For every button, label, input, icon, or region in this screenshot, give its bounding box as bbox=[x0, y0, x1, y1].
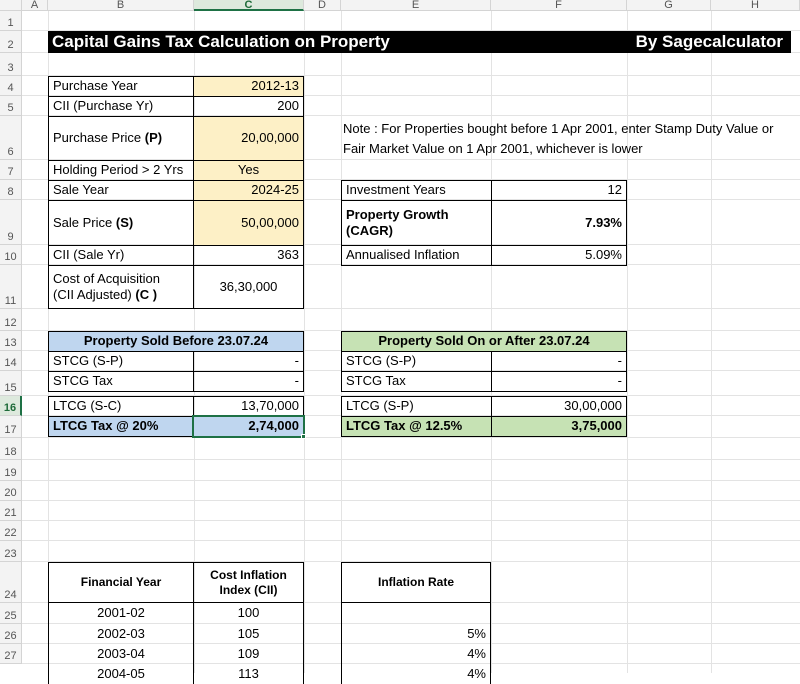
row-header-12[interactable]: 12 bbox=[0, 309, 22, 331]
fill-handle[interactable] bbox=[301, 434, 306, 439]
purchase-year-label[interactable]: Purchase Year bbox=[48, 76, 194, 97]
row-header-21[interactable]: 21 bbox=[0, 501, 22, 521]
row-header-22[interactable]: 22 bbox=[0, 521, 22, 541]
row-header-9[interactable]: 9 bbox=[0, 200, 22, 245]
active-cell-selection[interactable] bbox=[192, 415, 305, 438]
before-ltcg-cell[interactable]: 13,70,000 bbox=[193, 396, 304, 417]
row-header-10[interactable]: 10 bbox=[0, 245, 22, 265]
title-banner[interactable] bbox=[48, 31, 791, 53]
holding-period-label[interactable]: Holding Period > 2 Yrs bbox=[48, 160, 194, 181]
sale-price-label-text: Sale Price bbox=[53, 214, 116, 230]
row-header-19[interactable]: 19 bbox=[0, 460, 22, 481]
cii-inflation-rate-cell[interactable]: 5% bbox=[341, 624, 491, 644]
property-growth-cell[interactable]: 7.93% bbox=[491, 200, 627, 246]
select-all-corner[interactable] bbox=[0, 0, 22, 11]
cii-inflation-rate-cell[interactable] bbox=[341, 603, 491, 624]
before-ltcg-tax-cell[interactable]: 2,74,000 bbox=[193, 416, 304, 437]
before-header[interactable]: Property Sold Before 23.07.24 bbox=[48, 331, 304, 352]
cost-of-acquisition-cell[interactable]: 36,30,000 bbox=[193, 265, 304, 309]
note-text[interactable]: Note : For Properties bought before 1 Apr 2001, enter Stamp Duty Value or Fair Market Value on 1 Apr 2001, whichever is lower bbox=[343, 121, 774, 156]
cii-financial-year-cell[interactable]: 2001-02 bbox=[48, 603, 194, 624]
investment-years-cell[interactable]: 12 bbox=[491, 180, 627, 201]
cii-purchase-cell[interactable]: 200 bbox=[193, 96, 304, 117]
cii-inflation-rate-cell[interactable]: 4% bbox=[341, 644, 491, 664]
investment-years-label[interactable]: Investment Years bbox=[341, 180, 492, 201]
row-header-1[interactable]: 1 bbox=[0, 11, 22, 31]
annualised-inflation-cell[interactable]: 5.09% bbox=[491, 245, 627, 266]
sheet-title: Capital Gains Tax Calculation on Property bbox=[52, 32, 390, 51]
purchase-year-cell[interactable]: 2012-13 bbox=[193, 76, 304, 97]
cii-financial-year-cell[interactable]: 2004-05 bbox=[48, 664, 194, 684]
column-header-d[interactable]: D bbox=[304, 0, 341, 11]
row-header-4[interactable]: 4 bbox=[0, 76, 22, 96]
row-header-7[interactable]: 7 bbox=[0, 160, 22, 180]
column-header-c[interactable]: C bbox=[194, 0, 304, 11]
after-ltcg-tax-cell[interactable]: 3,75,000 bbox=[491, 416, 627, 437]
cii-purchase-label[interactable]: CII (Purchase Yr) bbox=[48, 96, 194, 117]
row-header-25[interactable]: 25 bbox=[0, 603, 22, 624]
before-stcg-tax-cell[interactable]: - bbox=[193, 371, 304, 392]
cii-financial-year-cell[interactable]: 2002-03 bbox=[48, 624, 194, 644]
property-growth-label[interactable]: Property Growth (CAGR) bbox=[341, 200, 492, 246]
after-stcg-tax-cell[interactable]: - bbox=[491, 371, 627, 392]
before-stcg-cell[interactable]: - bbox=[193, 351, 304, 372]
purchase-price-key: (P) bbox=[144, 130, 163, 146]
row-header-8[interactable]: 8 bbox=[0, 180, 22, 200]
purchase-price-label[interactable] bbox=[48, 116, 194, 161]
row-header-15[interactable]: 15 bbox=[0, 371, 22, 396]
row-header-17[interactable]: 17 bbox=[0, 416, 22, 438]
gridline bbox=[22, 437, 800, 438]
cii-financial-year-cell[interactable]: 2003-04 bbox=[48, 644, 194, 664]
row-header-3[interactable]: 3 bbox=[0, 53, 22, 76]
before-stcg-label[interactable]: STCG (S-P) bbox=[48, 351, 194, 372]
gridline bbox=[22, 459, 800, 460]
annualised-inflation-label[interactable]: Annualised Inflation bbox=[341, 245, 492, 266]
column-header-g[interactable]: G bbox=[627, 0, 711, 11]
column-header-a[interactable]: A bbox=[22, 0, 48, 11]
cii-header-index[interactable]: Cost Inflation Index (CII) bbox=[193, 562, 304, 603]
cost-acq-key: (C ) bbox=[135, 287, 158, 302]
row-header-2[interactable]: 2 bbox=[0, 31, 22, 53]
cost-acq-line-2-text: (CII Adjusted) bbox=[53, 287, 136, 302]
after-stcg-label[interactable]: STCG (S-P) bbox=[341, 351, 492, 372]
row-header-20[interactable]: 20 bbox=[0, 481, 22, 501]
row-header-24[interactable]: 24 bbox=[0, 562, 22, 603]
row-header-6[interactable]: 6 bbox=[0, 116, 22, 160]
after-stcg-tax-label[interactable]: STCG Tax bbox=[341, 371, 492, 392]
after-ltcg-tax-label[interactable]: LTCG Tax @ 12.5% bbox=[341, 416, 492, 437]
column-header-h[interactable]: H bbox=[711, 0, 800, 11]
cost-of-acquisition-label[interactable] bbox=[48, 265, 194, 309]
cii-index-cell[interactable]: 100 bbox=[193, 603, 304, 624]
cii-sale-label[interactable]: CII (Sale Yr) bbox=[48, 245, 194, 266]
purchase-price-label-text: Purchase Price bbox=[53, 130, 145, 146]
gridline bbox=[22, 480, 800, 481]
row-header-26[interactable]: 26 bbox=[0, 624, 22, 644]
row-header-23[interactable]: 23 bbox=[0, 541, 22, 562]
row-header-5[interactable]: 5 bbox=[0, 96, 22, 116]
row-header-16[interactable]: 16 bbox=[0, 396, 22, 416]
cii-inflation-rate-cell[interactable]: 4% bbox=[341, 664, 491, 684]
sale-year-label[interactable]: Sale Year bbox=[48, 180, 194, 201]
cost-acq-line-1: Cost of Acquisition bbox=[53, 270, 160, 286]
sale-price-label[interactable] bbox=[48, 200, 194, 246]
gridline bbox=[22, 500, 800, 501]
purchase-price-cell[interactable]: 20,00,000 bbox=[193, 116, 304, 161]
row-header-11[interactable]: 11 bbox=[0, 265, 22, 309]
before-stcg-tax-label[interactable]: STCG Tax bbox=[48, 371, 194, 392]
row-header-27[interactable]: 27 bbox=[0, 644, 22, 664]
row-header-14[interactable]: 14 bbox=[0, 351, 22, 371]
after-ltcg-label[interactable]: LTCG (S-P) bbox=[341, 396, 492, 417]
row-header-18[interactable]: 18 bbox=[0, 438, 22, 460]
cost-acq-line-2 bbox=[53, 287, 157, 303]
before-ltcg-tax-label[interactable]: LTCG Tax @ 20% bbox=[48, 416, 194, 437]
sale-year-cell[interactable]: 2024-25 bbox=[193, 180, 304, 201]
cii-index-cell[interactable]: 105 bbox=[193, 624, 304, 644]
after-stcg-cell[interactable]: - bbox=[491, 351, 627, 372]
after-header[interactable]: Property Sold On or After 23.07.24 bbox=[341, 331, 627, 352]
sale-price-cell[interactable]: 50,00,000 bbox=[193, 200, 304, 246]
gridline bbox=[22, 540, 800, 541]
after-ltcg-cell[interactable]: 30,00,000 bbox=[491, 396, 627, 417]
cii-header-inflation-rate[interactable]: Inflation Rate bbox=[341, 562, 491, 603]
sale-price-key: (S) bbox=[115, 214, 134, 230]
holding-period-cell[interactable]: Yes bbox=[193, 160, 304, 181]
row-header-13[interactable]: 13 bbox=[0, 331, 22, 351]
column-header-f[interactable]: F bbox=[491, 0, 627, 11]
gridline bbox=[22, 520, 800, 521]
before-ltcg-label[interactable]: LTCG (S-C) bbox=[48, 396, 194, 417]
byline: By Sagecalculator bbox=[635, 32, 783, 51]
column-header-b[interactable]: B bbox=[48, 0, 194, 11]
cii-header-financial-year[interactable]: Financial Year bbox=[48, 562, 194, 603]
cii-index-cell[interactable]: 113 bbox=[193, 664, 304, 684]
column-header-e[interactable]: E bbox=[341, 0, 491, 11]
cii-sale-cell[interactable]: 363 bbox=[193, 245, 304, 266]
cii-index-cell[interactable]: 109 bbox=[193, 644, 304, 664]
